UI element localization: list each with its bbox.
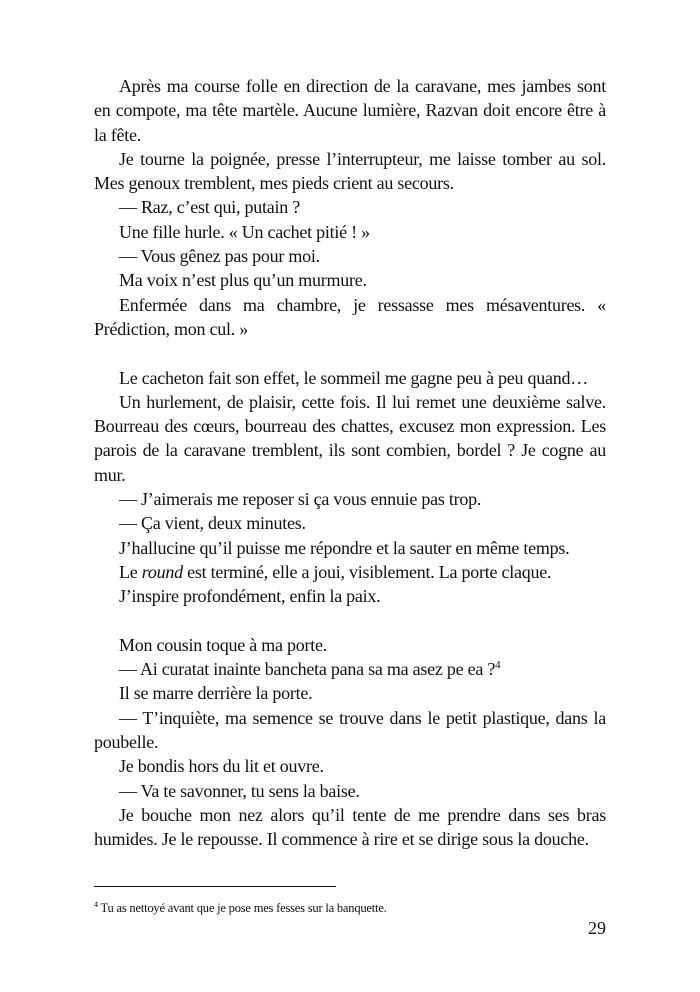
footnote-reference[interactable]: 4 xyxy=(495,659,501,672)
section-break xyxy=(94,341,606,365)
dialogue-line: — Ça vient, deux minutes. xyxy=(119,513,306,534)
paragraph: Je bondis hors du lit et ouvre. xyxy=(119,756,324,777)
dialogue-line: — Vous gênez pas pour moi. xyxy=(119,246,320,267)
paragraph: Une fille hurle. « Un cachet pitié ! » xyxy=(119,221,370,242)
paragraph: Enfermée dans ma chambre, je ressasse mes mésaventures. « Prédiction, mon cul. » xyxy=(94,294,606,339)
paragraph: J’inspire profondément, enfin la paix. xyxy=(119,586,381,607)
footnote-number: 4 xyxy=(94,899,98,909)
text-run: Le xyxy=(119,561,142,582)
paragraph xyxy=(94,560,606,584)
dialogue-line: — J’aimerais me reposer si ça vous ennuie pas trop. xyxy=(119,489,482,510)
page-body xyxy=(94,74,606,852)
page-number: 29 xyxy=(588,918,606,938)
dialogue-line xyxy=(94,657,606,681)
footnote-text: Tu as nettoyé avant que je pose mes fesses sur la banquette. xyxy=(97,901,387,915)
paragraph: J’hallucine qu’il puisse me répondre et la sauter en même temps. xyxy=(119,537,570,558)
paragraph: Mon cousin toque à ma porte. xyxy=(119,634,327,655)
paragraph: Le cacheton fait son effet, le sommeil me gagne peu à peu quand… xyxy=(119,367,588,388)
paragraph: Il se marre derrière la porte. xyxy=(119,683,313,704)
italic-word: round xyxy=(141,561,183,582)
paragraph: Ma voix n’est plus qu’un murmure. xyxy=(119,270,367,291)
dialogue-line: — Raz, c’est qui, putain ? xyxy=(119,197,300,218)
text-run: — Ai curatat inainte bancheta pana sa ma asez pe ea ? xyxy=(119,659,496,680)
paragraph: Je bouche mon nez alors qu’il tente de me prendre dans ses bras humides. Je le repousse. Il commence à rire et se dirige sous la douche. xyxy=(94,804,606,850)
paragraph: Après ma course folle en direction de la caravane, mes jambes sont en compote, ma tête martèle. Aucune lumière, Razvan doit encore être à la fête. xyxy=(94,76,606,145)
paragraph: Un hurlement, de plaisir, cette fois. Il lui remet une deuxième salve. Bourreau des cœurs, bourreau des chattes, excusez mon expression. Les parois de la caravane tremblent, ils sont combien, bordel ? Je cogne au mur. xyxy=(94,391,606,485)
dialogue-line: — T’inquiète, ma semence se trouve dans le petit plastique, dans la poubelle. xyxy=(94,707,606,753)
text-run: est terminé, elle a joui, visiblement. La porte claque. xyxy=(182,561,552,582)
dialogue-line: — Va te savonner, tu sens la baise. xyxy=(119,780,360,801)
footnote-separator xyxy=(94,886,336,887)
section-break xyxy=(94,609,606,633)
footnote xyxy=(94,900,606,916)
paragraph: Je tourne la poignée, presse l’interrupteur, me laisse tomber au sol. Mes genoux tremblent, mes pieds crient au secours. xyxy=(94,148,606,194)
